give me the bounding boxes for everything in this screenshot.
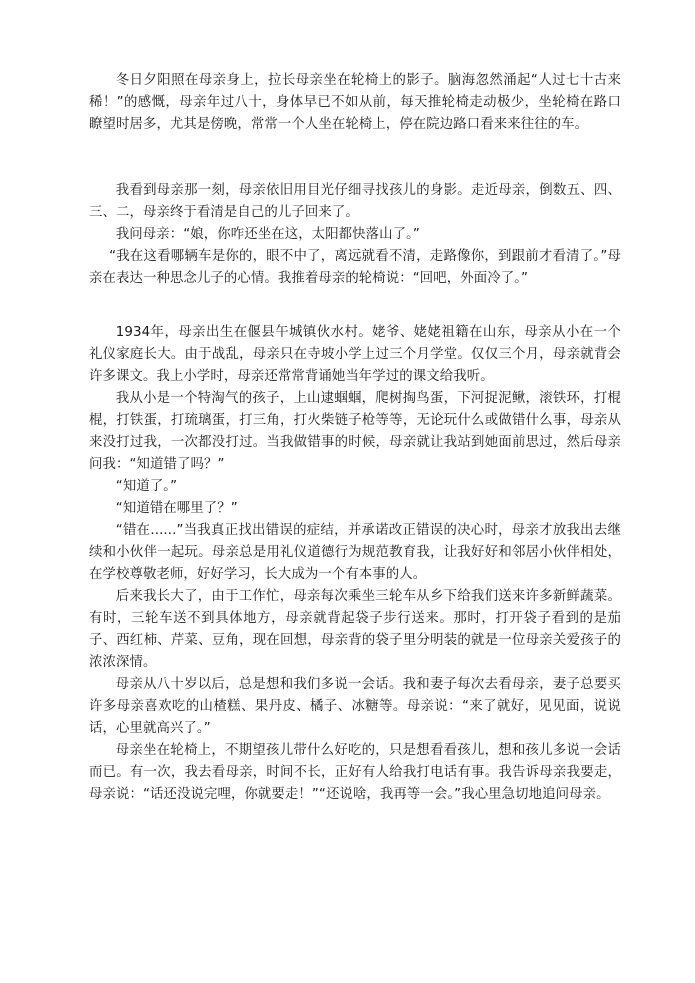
section-3 xyxy=(89,322,621,806)
paragraph-9: “错在......”当我真正找出错误的症结，并承诺改正错误的决心时，母亲才放我出去继续和小伙伴一起玩。母亲总是用礼仪道德行为规范教育我，让我好好和邻居小伙伴相处，在学校尊敬老师，好好学习，长大成为一个有本事的人。 xyxy=(89,523,621,582)
paragraph-8: “知道错在哪里了？” xyxy=(115,501,238,516)
paragraph-4: “我在这看哪辆车是你的，眼不中了，离远就看不清，走路像你，到跟前才看清了。”母亲在表达一种思念儿子的心情。我推着母亲的轮椅说：“回吧，外面冷了。” xyxy=(89,249,621,286)
paragraph-2: 我看到母亲那一刻，母亲依旧用目光仔细寻找孩儿的身影。走近母亲，倒数五、四、三、二，母亲终于看清是自己的儿子回来了。 xyxy=(89,183,621,220)
paragraph-12: 母亲坐在轮椅上，不期望孩儿带什么好吃的，只是想看看孩儿，想和孩儿多说一会话而已。有一次，我去看母亲，时间不长，正好有人给我打电话有事。我告诉母亲我要走，母亲说：“话还没说完哩，你就要走！”“还说啥，我再等一会。”我心里急切地追问母亲。 xyxy=(89,743,621,802)
paragraph-11: 母亲从八十岁以后，总是想和我们多说一会话。我和妻子每次去看母亲，妻子总要买许多母亲喜欢吃的山楂糕、果丹皮、橘子、冰糖等。母亲说：“来了就好，见见面，说说话，心里就高兴了。” xyxy=(89,677,621,736)
section-2 xyxy=(89,180,621,290)
paragraph-3: 我问母亲：“娘，你咋还坐在这，太阳都快落山了。” xyxy=(115,227,420,242)
paragraph-6: 我从小是一个特淘气的孩子，上山逮蝈蝈，爬树掏鸟蛋，下河捉泥鳅，滚铁环，打棍棍，打铁蛋，打琉璃蛋，打三角，打火柴链子枪等等，无论玩什么或做错什么事，母亲从来没打过我，一次都没打过。当我做错事的时候，母亲就让我站到她面前思过，然后母亲问我：“知道错了吗？” xyxy=(89,391,621,472)
paragraph-1: 冬日夕阳照在母亲身上，拉长母亲坐在轮椅上的影子。脑海忽然涌起“人过七十古来稀！”的感慨，母亲年过八十，身体早已不如从前，每天推轮椅走动极少，坐轮椅在路口瞭望时居多，尤其是傍晚，常常一个人坐在轮椅上，停在院边路口看来来往往的车。 xyxy=(89,73,621,132)
paragraph-10: 后来我长大了，由于工作忙，母亲每次乘坐三轮车从乡下给我们送来许多新鲜蔬菜。有时，三轮车送不到具体地方，母亲就背起袋子步行送来。那时，打开袋子看到的是茄子、西红柿、芹菜、豆角，现在回想，母亲背的袋子里分明装的就是一位母亲关爱孩子的浓浓深情。 xyxy=(89,589,621,670)
paragraph-5: 1934年，母亲出生在偃县午城镇伙水村。姥爷、姥姥祖籍在山东，母亲从小在一个礼仪家庭长大。由于战乱，母亲只在寺坡小学上过三个月学堂。仅仅三个月，母亲就背会许多课文。我上小学时，母亲还常常背诵她当年学过的课文给我听。 xyxy=(89,325,621,384)
paragraph-7: “知道了。” xyxy=(115,479,178,494)
section-1 xyxy=(89,70,621,136)
